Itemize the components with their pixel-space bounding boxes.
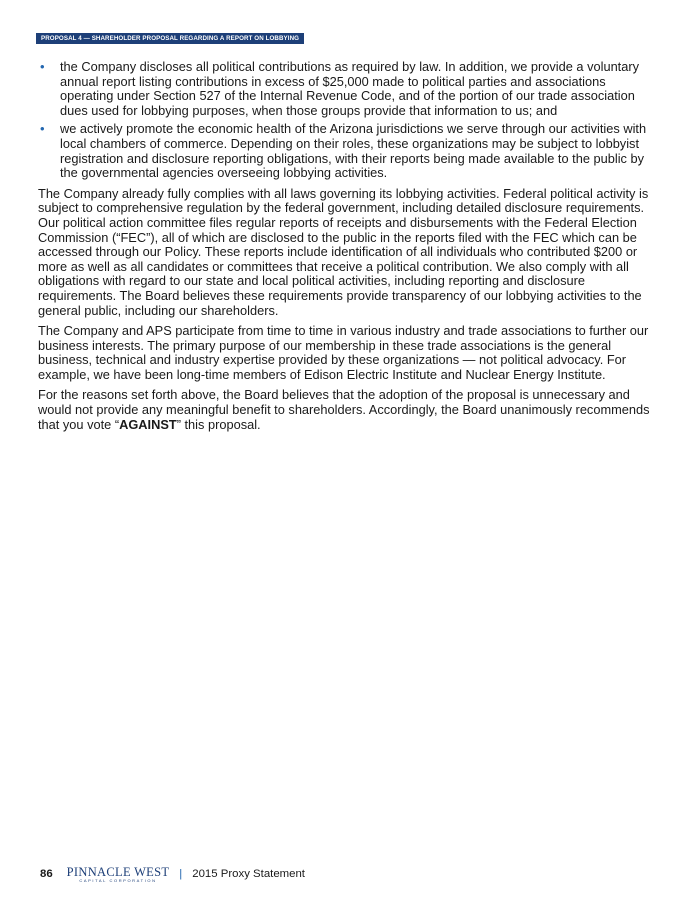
bullet-icon: • <box>40 121 45 137</box>
recommendation-text-end: ” this proposal. <box>176 416 261 432</box>
page-footer <box>40 866 305 882</box>
bullet-text: the Company discloses all political contributions as required by law. In addition, we provide a voluntary annual report listing contributions in excess of $25,000 made to political parties and associations operating under Section 527 of the Internal Revenue Code, and of the portion of our trade association dues used for lobbying purposes, when those groups provide that information to us; and <box>60 59 640 118</box>
company-logo <box>67 866 170 883</box>
document-title: 2015 Proxy Statement <box>192 868 305 880</box>
paragraph-compliance: The Company already fully complies with all laws governing its lobbying activities. Federal political activity is subject to comprehensive regulation by the federal government, including detailed disclosure requirements. Our political action committee files regular reports of receipts and disbursements with the Federal Election Commission (“FEC”), all of which are disclosed to the public in the reports filed with the FEC which can be accessed through our Policy. These reports include identification of all individuals who contributed $200 or more as well as all candidates or committees that receive a political contribution. We also comply with all obligations with regard to our state and local political activities, including reporting and disclosure requirements. The Board believes these requirements provide transparency of our lobbying activities to the general public, including our shareholders. <box>38 185 649 318</box>
section-header: PROPOSAL 4 — SHAREHOLDER PROPOSAL REGARDING A REPORT ON LOBBYING <box>36 33 304 44</box>
bullet-icon: • <box>40 59 45 74</box>
document-body <box>38 60 658 438</box>
list-item <box>38 60 658 118</box>
paragraph-recommendation <box>38 388 658 432</box>
page-number: 86 <box>40 868 53 880</box>
logo-wordmark: PINNACLE WEST <box>66 864 170 879</box>
recommendation-text: For the reasons set forth above, the Board believes that the adoption of the proposal is unnecessary and would not provide any meaningful benefit to shareholders. Accordingly, the Board unanimously recommends that you vote “ <box>38 387 650 432</box>
bullet-list <box>38 60 658 181</box>
list-item <box>38 122 658 180</box>
vote-against-emphasis: AGAINST <box>119 416 177 432</box>
paragraph-trade-associations: The Company and APS participate from time to time in various industry and trade associations to further our business interests. The primary purpose of our membership in these trade associations is the general business, technical and industry expertise provided by these organizations — not political advocacy. For example, we have been long-time members of Edison Electric Institute and Nuclear Energy Institute. <box>38 323 649 382</box>
bullet-text: we actively promote the economic health of the Arizona jurisdictions we serve through our activities with local chambers of commerce. Depending on their roles, these organizations may be subject to lobbyist registration and disclosure reporting obligations, with their reports being made available to the public by the governmental agencies overseeing lobbying activities. <box>60 121 647 181</box>
footer-divider: | <box>179 868 183 880</box>
logo-subtitle: CAPITAL CORPORATION <box>79 877 157 883</box>
